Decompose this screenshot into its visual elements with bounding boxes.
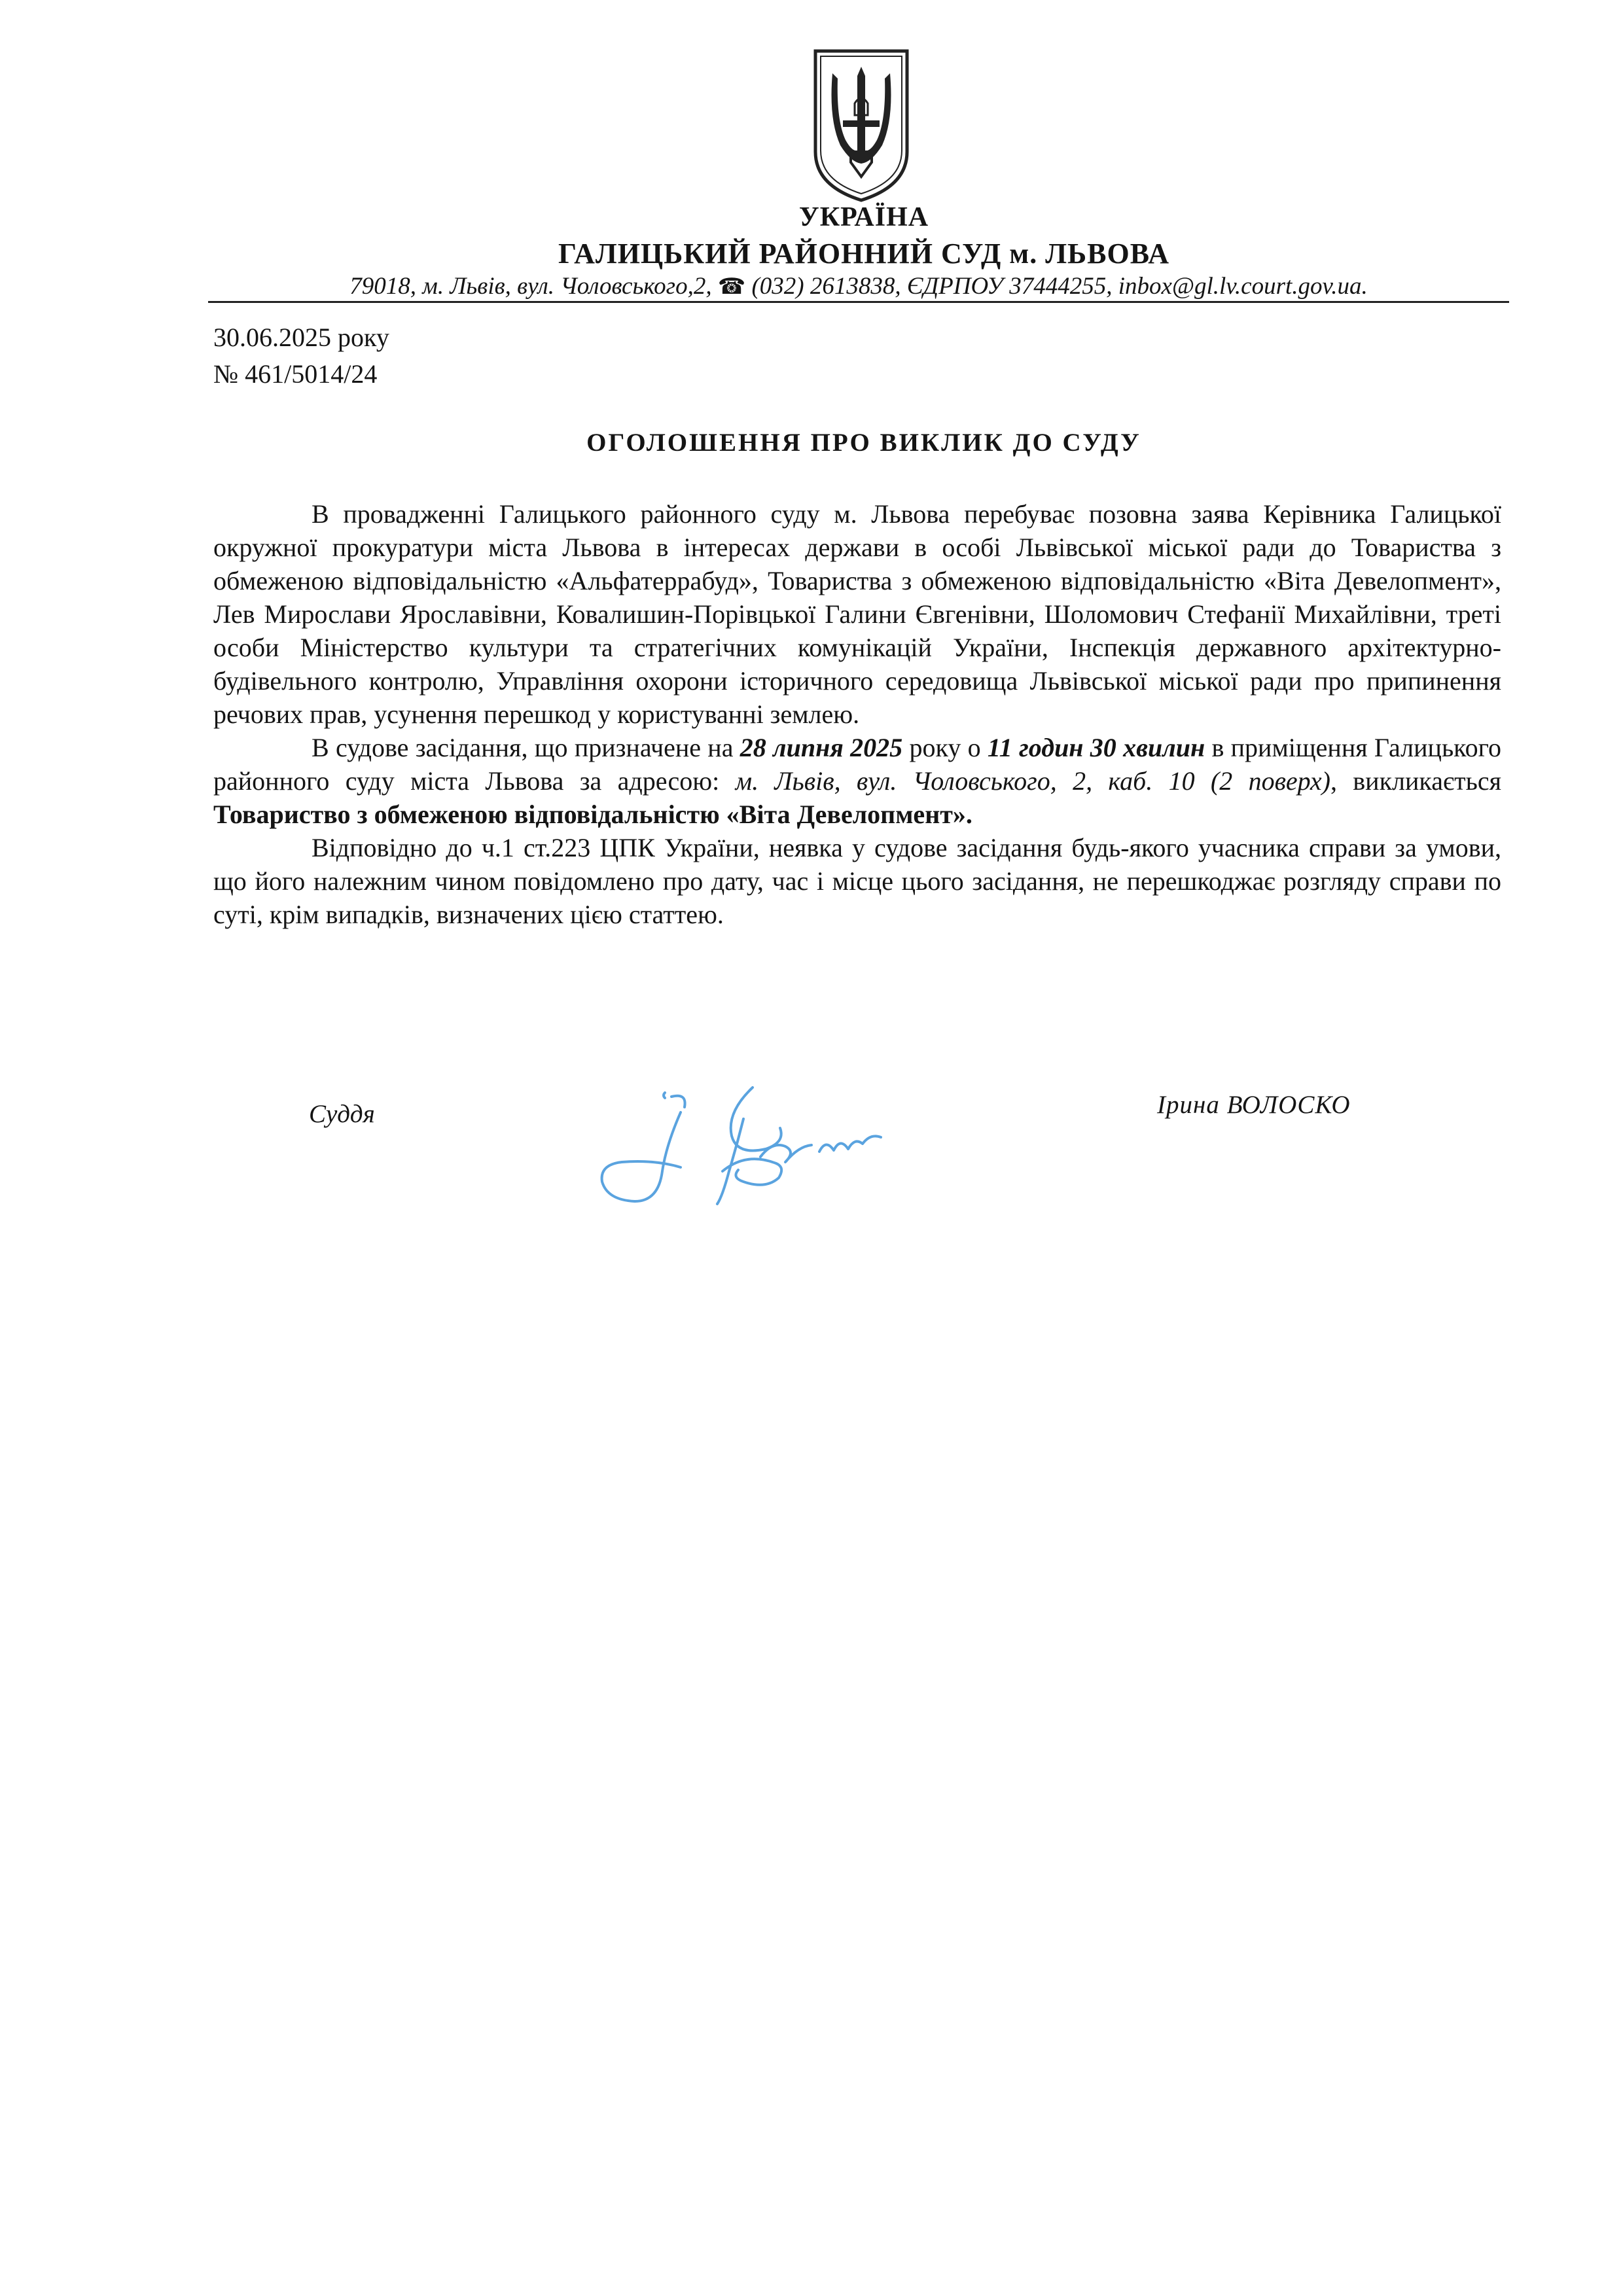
signatory-name: Ірина ВОЛОСКО [1157,1091,1351,1119]
p2-text-3: в приміщення Галицького районного суду міста Львова за адресою: [213,733,1501,796]
handwritten-signature [589,1073,955,1224]
country-name: УКРАЇНА [798,202,929,232]
address-contacts: (032) 2613838, ЄДРПОУ 37444255, inbox@gl.lv.court.gov.ua. [751,273,1368,300]
hearing-address: м. Львів, вул. Чоловського, 2, каб. 10 (2 поверх) [735,766,1330,796]
telephone-icon: ☎ [717,275,746,299]
header-divider [208,301,1509,303]
hearing-time: 11 годин 30 хвилин [987,733,1205,762]
notice-body [213,497,1501,931]
notice-paragraph-3: Відповідно до ч.1 ст.223 ЦПК України, неявка у судове засідання будь-якого учасника справи за умови, що його належним чином повідомлено про дату, час і місце цього засідання, не перешкоджає розгляду справи по суті, крім випадків, визначених цією статтею. [213,833,1501,929]
signatory-role: Суддя [309,1100,375,1128]
notice-paragraph-2 [213,731,1501,831]
notice-title: ОГОЛОШЕННЯ ПРО ВИКЛИК ДО СУДУ [586,429,1141,457]
trident-coat-of-arms-icon [812,47,911,204]
document-date: 30.06.2025 року [213,323,389,352]
case-number: № 461/5014/24 [213,359,378,389]
notice-paragraph-1: В провадженні Галицького районного суду м. Львова перебуває позовна заява Керівника Галицької окружної прокуратури міста Львова в інтересах держави в особі Львівської міської ради до Товариства з обмеженою відповідальністю «Альфатеррабуд», Товариства з обмеженою відповідальністю «Віта Девелопмент», Лев Мирослави Ярославівни, Ковалишин-Порівцької Галини Євгенівни, Шоломович Стефанії Михайлівни, треті особи Міністерство культури та стратегічних комунікацій України, Інспекція державного архітектурно-будівельного контролю, Управління охорони історичного середовища Львівської міської ради про припинення речових прав, усунення перешкод у користуванні землею. [213,499,1501,729]
p2-text-2: року о [902,733,988,762]
hearing-date: 28 липня 2025 [740,733,903,762]
court-name: ГАЛИЦЬКИЙ РАЙОННИЙ СУД м. ЛЬВОВА [558,238,1170,270]
summoned-party: Товариство з обмеженою відповідальністю «Віта Девелопмент». [213,800,972,829]
p2-text-1: В судове засідання, що призначене на [312,733,740,762]
court-address [211,272,1507,300]
p2-text-4: , викликається [1330,766,1502,796]
address-street: 79018, м. Львів, вул. Чоловського,2, [349,273,712,300]
